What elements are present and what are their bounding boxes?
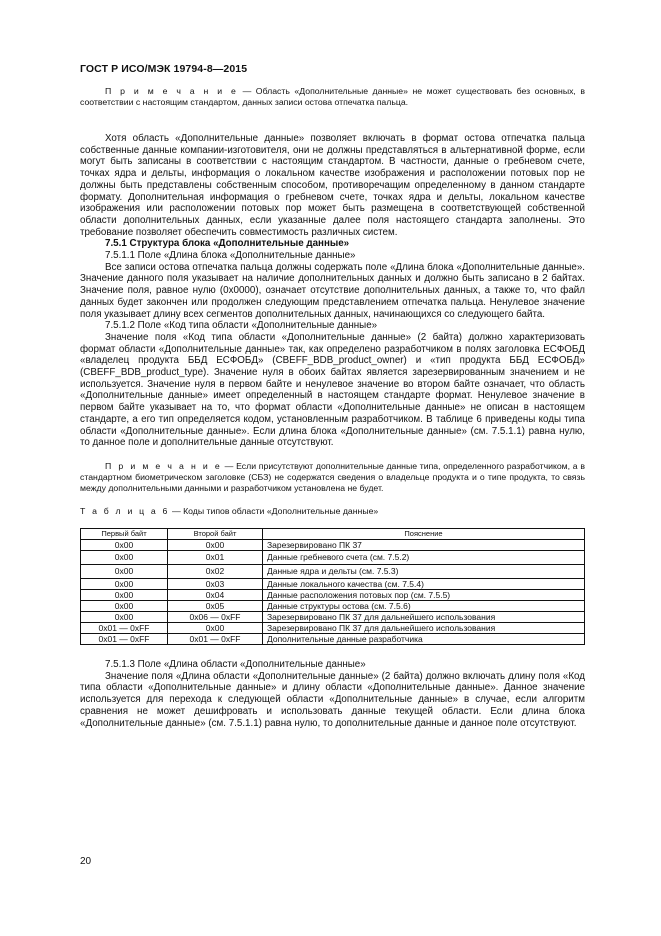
table-row [81, 611, 585, 622]
section-heading-7-5-1-2: 7.5.1.2 Поле «Код типа области «Дополнительные данные» [105, 320, 378, 332]
table-row [81, 578, 585, 589]
first-byte-cell: 0x00 [81, 611, 168, 622]
first-byte-cell: 0x00 [81, 550, 168, 564]
table-caption-label: Т а б л и ц а 6 [80, 505, 170, 516]
second-byte-cell: 0x01 — 0xFF [168, 633, 263, 644]
page-number: 20 [80, 856, 92, 867]
explanation-cell: Данные локального качества (см. 7.5.4) [263, 578, 585, 589]
header-explanation: Пояснение [263, 528, 585, 539]
second-byte-cell: 0x03 [168, 578, 263, 589]
note-label: П р и м е ч а н и е [105, 86, 239, 96]
table-row [81, 539, 585, 550]
first-byte-cell: 0x00 [81, 578, 168, 589]
explanation-cell: Данные ядра и дельты (см. 7.5.3) [263, 564, 585, 578]
paragraph: Значение поля «Код типа области «Дополнительные данные» (2 байта) должно характеризовать формат области «Дополнительные данные» так, как определено разработчиком в полях заголовка ЕСФОБД «владелец продукта ББД ЕСФОБД» (CBEFF_BDB_product_owner) и «тип продукта ББД ЕСФОБД» (CBEFF_BDB_product_type). Значение нуля в обоих байтах является зарезервированным значением и не используется. Значение нуля в первом байте и ненулевое значение во втором байте означает, что область «Дополнительные данные» имеет определенный в настоящем стандарте формат. Ненулевое значение в первом байте указывает на то, что формат области «Дополнительные данные» не описан в настоящем стандарте, а его тип определяется кодом, установленным разработчиком. В таблице 6 приведены коды типа области «Дополнительные данные». Если длина блока «Дополнительные данные» (см. 7.5.1.1) равна нулю, то данное поле и дополнительные данные отсутствуют. [80, 331, 585, 449]
section-heading-7-5-1-1: 7.5.1.1 Поле «Длина блока «Дополнительные данные» [105, 250, 356, 262]
table-row [81, 633, 585, 644]
second-byte-cell: 0x00 [168, 622, 263, 633]
first-byte-cell: 0x00 [81, 539, 168, 550]
note-label: П р и м е ч а н и е [105, 460, 222, 471]
header-first-byte: Первый байт [81, 528, 168, 539]
first-byte-cell: 0x00 [81, 564, 168, 578]
second-byte-cell: 0x01 [168, 550, 263, 564]
explanation-cell: Данные структуры остова (см. 7.5.6) [263, 600, 585, 611]
table-row [81, 550, 585, 564]
table-caption-text: — Коды типов области «Дополнительные данные» [169, 505, 379, 516]
second-byte-cell: 0x05 [168, 600, 263, 611]
table-header-row [81, 528, 585, 539]
second-byte-cell: 0x06 — 0xFF [168, 611, 263, 622]
header-second-byte: Второй байт [168, 528, 263, 539]
table-row [81, 622, 585, 633]
note-2 [80, 461, 585, 494]
explanation-cell: Зарезервировано ПК 37 для дальнейшего использования [263, 611, 585, 622]
document-header: ГОСТ Р ИСО/МЭК 19794-8—2015 [80, 63, 248, 75]
note-text: — Область «Дополнительные данные» не может существовать без основных, в соответствии с настоящим стандартом, данных записи остова отпечатка пальца. [80, 86, 585, 107]
first-byte-cell: 0x00 [81, 589, 168, 600]
explanation-cell: Дополнительные данные разработчика [263, 633, 585, 644]
first-byte-cell: 0x01 — 0xFF [81, 622, 168, 633]
second-byte-cell: 0x04 [168, 589, 263, 600]
explanation-cell: Данные расположения потовых пор (см. 7.5.5) [263, 589, 585, 600]
section-heading-7-5-1-3: 7.5.1.3 Поле «Длина области «Дополнительные данные» [105, 658, 366, 670]
second-byte-cell: 0x00 [168, 539, 263, 550]
note-1 [80, 86, 585, 108]
section-heading-7-5-1: 7.5.1 Структура блока «Дополнительные данные» [105, 238, 350, 250]
paragraph: Значение поля «Длина области «Дополнительные данные» (2 байта) должно включать длину поля «Код типа области «Дополнительные данные» и длину области «Дополнительные данные». Данное значение используется для перехода к следующей области «Дополнительные данные» в случае, если алгоритм сравнения не может дешифровать и использовать данные текущей области. Если длина блока «Дополнительные данные» (см. 7.5.1.1) равна нулю, то дополнительные данные и данное поле отсутствуют. [80, 670, 585, 729]
table-row [81, 589, 585, 600]
codes-table [80, 528, 585, 645]
explanation-cell: Данные гребневого счета (см. 7.5.2) [263, 550, 585, 564]
note-text: — Если присутствуют дополнительные данные типа, определенного разработчиком, а в стандартном биометрическом заголовке (СБЗ) не содержатся сведения о владельце продукта и о типе продукта, то связь между дополнительными данными и разработчиком установлена не будет. [80, 460, 585, 493]
paragraph: Все записи остова отпечатка пальца должны содержать поле «Длина блока «Дополнительные данные». Значение данного поля указывает на наличие дополнительных данных и должно быть записано в 2 байтах. Значение поля, равное нулю (0x0000), означает отсутствие дополнительных данных, а также то, что файл данных будет закончен или продолжен следующим представлением отпечатка пальца. Ненулевое значение поля указывает длину всех сегментов дополнительных данных, начинающихся со следующего байта. [80, 261, 585, 320]
paragraph: Хотя область «Дополнительные данные» позволяет включать в формат остова отпечатка пальца собственные данные компании-изготовителя, они не должны представляться в альтернативной форме, если могут быть записаны в соответствии с настоящим стандартом. В частности, данные о гребневом счете, точках ядра и дельты, информация о локальном качестве изображения и расположении потовых пор не должны быть представлены собственным способом, противоречащим определенному в данном стандарте формату. Дополнительная информация о гребневом счете, точках ядра и дельты, локальном качестве изображения или расположении потовых пор может быть размещена в соответствующей собственной области дополнительных данных, если указанные далее поля настоящего стандарта заполнены. Это требование позволяет обеспечить совместимость различных систем. [80, 133, 585, 238]
table-row [81, 564, 585, 578]
explanation-cell: Зарезервировано ПК 37 для дальнейшего использования [263, 622, 585, 633]
explanation-cell: Зарезервировано ПК 37 [263, 539, 585, 550]
second-byte-cell: 0x02 [168, 564, 263, 578]
table-caption [80, 506, 585, 517]
first-byte-cell: 0x01 — 0xFF [81, 633, 168, 644]
page-content [80, 86, 585, 729]
table-row [81, 600, 585, 611]
first-byte-cell: 0x00 [81, 600, 168, 611]
